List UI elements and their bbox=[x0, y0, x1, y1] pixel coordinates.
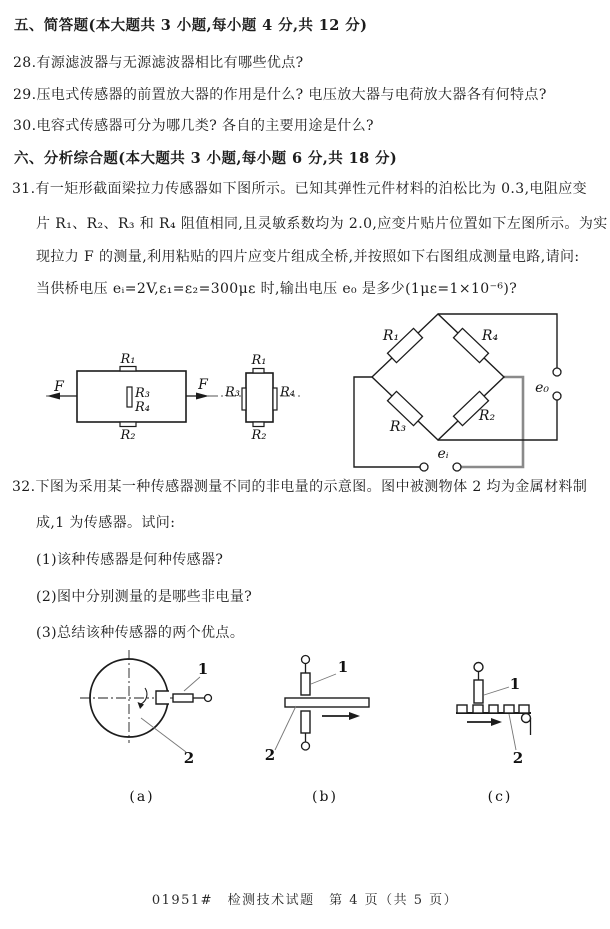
sensor-c-terminal bbox=[474, 663, 483, 672]
q32-sub-2: (2)图中分别测量的是哪些非电量? bbox=[36, 589, 253, 605]
terminal-e0-bottom bbox=[553, 392, 561, 400]
section-r3-label: R₃ bbox=[225, 385, 240, 400]
leader-a-1 bbox=[184, 677, 200, 691]
leader-c-1 bbox=[484, 687, 509, 695]
sensor-b-top-terminal bbox=[302, 656, 310, 664]
pulley bbox=[522, 714, 531, 723]
object-4 bbox=[504, 705, 514, 713]
sensor-c bbox=[474, 680, 483, 703]
force-label-right: F bbox=[198, 377, 208, 393]
caption-c: (c) bbox=[487, 789, 513, 805]
leader-b-2 bbox=[275, 706, 296, 750]
gauge-r2 bbox=[120, 422, 136, 427]
beam-cross-section bbox=[242, 369, 277, 427]
diagram-c-label-1: 1 bbox=[509, 675, 521, 693]
section-body bbox=[246, 373, 273, 422]
diagram-a-label-2: 2 bbox=[183, 749, 195, 767]
caption-a: (a) bbox=[129, 789, 155, 805]
bridge-r3-label: R₃ bbox=[389, 419, 407, 435]
bridge-wire-bottom-right bbox=[438, 400, 557, 440]
caption-b: (b) bbox=[312, 789, 338, 805]
sensor-b-bottom bbox=[301, 711, 310, 733]
section-r4-label: R₄ bbox=[280, 385, 295, 400]
q31-line-4: 当供桥电压 eᵢ=2V,ε₁=ε₂=300με 时,输出电压 e₀ 是多少(1με=1×10⁻⁶)? bbox=[36, 281, 518, 297]
section-r2-label: R₂ bbox=[251, 428, 267, 443]
beam-r4-label: R₄ bbox=[135, 400, 150, 415]
q32-sub-1: (1)该种传感器是何种传感器? bbox=[36, 552, 224, 568]
object-3 bbox=[489, 705, 498, 713]
object-1 bbox=[457, 705, 467, 713]
beam-r3-label: R₃ bbox=[135, 386, 150, 401]
section-gauge-r4 bbox=[273, 388, 277, 410]
figure-q32 bbox=[0, 638, 610, 818]
diagram-a-label-1: 1 bbox=[197, 660, 209, 678]
sensor-a bbox=[173, 694, 193, 702]
section-gauge-r3 bbox=[242, 388, 246, 410]
section-gauge-r2 bbox=[253, 422, 264, 427]
q31-line-3: 现拉力 F 的测量,利用粘贴的四片应变片组成全桥,并按照如下右图组成测量电路,请问: bbox=[36, 249, 580, 265]
terminal-e0-top bbox=[553, 368, 561, 376]
force-arrowhead-right bbox=[196, 393, 209, 400]
gauge-r1 bbox=[120, 367, 136, 372]
leader-b-1 bbox=[311, 674, 336, 684]
object-5 bbox=[519, 705, 529, 713]
force-label-left: F bbox=[54, 379, 64, 395]
sensor-b-top bbox=[301, 673, 310, 695]
figure-q31 bbox=[0, 298, 610, 478]
leader-a-2 bbox=[141, 718, 186, 752]
bridge-r2-label: R₂ bbox=[478, 408, 496, 424]
bridge-ei-label: eᵢ bbox=[437, 446, 449, 462]
q32-line-1: 32.下图为采用某一种传感器测量不同的非电量的示意图。图中被测物体 2 均为金属材料制 bbox=[12, 479, 588, 495]
beam-r2-label: R₂ bbox=[120, 428, 136, 443]
section-gauge-r1 bbox=[253, 369, 264, 374]
object-2 bbox=[473, 705, 483, 713]
diagram-c-label-2: 2 bbox=[512, 749, 524, 767]
leader-c-2 bbox=[509, 714, 516, 750]
bridge-r4-label: R₄ bbox=[481, 328, 499, 344]
diagram-b-label-1: 1 bbox=[337, 658, 349, 676]
diagram-b-label-2: 2 bbox=[264, 746, 276, 764]
question-29: 29.压电式传感器的前置放大器的作用是什么? 电压放大器与电荷放大器各有何特点? bbox=[13, 87, 547, 103]
question-30: 30.电容式传感器可分为哪几类? 各自的主要用途是什么? bbox=[13, 118, 374, 134]
page-footer: 01951# 检测技术试题 第 4 页（共 5 页） bbox=[151, 893, 459, 908]
sensor-a-terminal bbox=[205, 695, 212, 702]
rotation-arrow bbox=[141, 688, 147, 704]
terminal-ei-left bbox=[420, 463, 428, 471]
diagram-b bbox=[275, 656, 369, 751]
diagram-a bbox=[80, 650, 212, 752]
q32-line-2: 成,1 为传感器。试问: bbox=[36, 515, 176, 531]
motion-arrowhead-b bbox=[349, 712, 360, 720]
gauge-r3-r4 bbox=[127, 387, 132, 407]
terminal-ei-right bbox=[453, 463, 461, 471]
motion-arrowhead-c bbox=[491, 718, 502, 726]
section-5-heading: 五、简答题(本大题共 3 小题,每小题 4 分,共 12 分) bbox=[14, 17, 368, 34]
q31-line-2: 片 R₁、R₂、R₃ 和 R₄ 阻值相同,且灵敏系数均为 2.0,应变片贴片位置如下左图所示。为实 bbox=[36, 216, 608, 232]
bridge-e0-label: e₀ bbox=[535, 380, 549, 396]
sensor-b-bottom-terminal bbox=[302, 742, 310, 750]
q31-line-1: 31.有一矩形截面梁拉力传感器如下图所示。已知其弹性元件材料的泊松比为 0.3,电阻应变 bbox=[12, 181, 588, 197]
bridge-r1-label: R₁ bbox=[382, 328, 400, 344]
question-28: 28.有源滤波器与无源滤波器相比有哪些优点? bbox=[13, 55, 304, 71]
section-6-heading: 六、分析综合题(本大题共 3 小题,每小题 6 分,共 18 分) bbox=[14, 150, 398, 167]
moving-plate bbox=[285, 698, 369, 707]
q32-sub-3: (3)总结该种传感器的两个优点。 bbox=[36, 625, 245, 641]
beam-r1-label: R₁ bbox=[120, 352, 136, 367]
section-r1-label: R₁ bbox=[251, 353, 267, 368]
